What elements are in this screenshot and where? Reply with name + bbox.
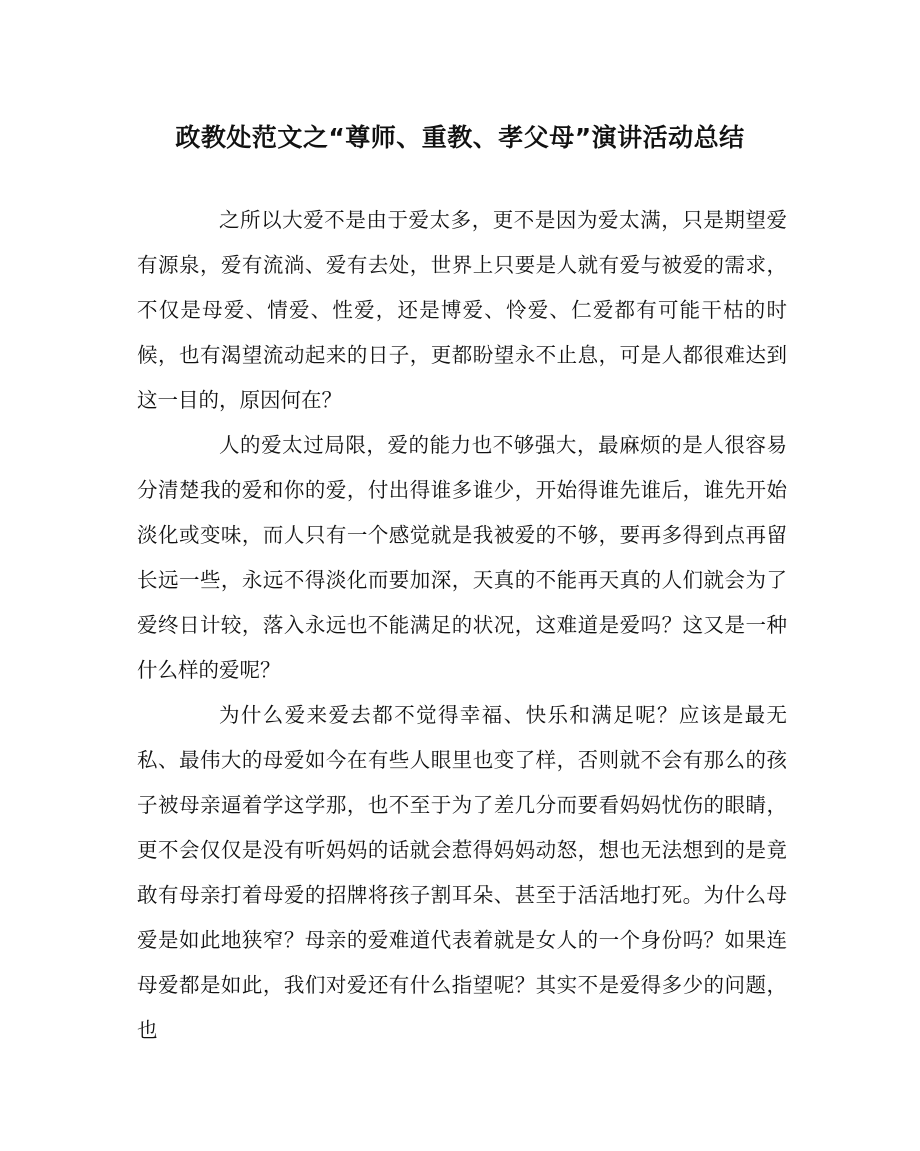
document-title: 政教处范文之“尊师、重教、孝父母”演讲活动总结: [175, 123, 745, 152]
paragraph-1: 之所以大爱不是由于爱太多，更不是因为爱太满，只是期望爱有源泉，爱有流淌、爱有去处，世界上只要是人就有爱与被爱的需求，不仅是母爱、情爱、性爱，还是博爱、怜爱、仁爱都有可能干枯的时候，也有渴望流动起来的日子，更都盼望永不止息，可是人都很难达到这一目的，原因何在？: [137, 208, 787, 412]
paragraph-2: 人的爱太过局限，爱的能力也不够强大，最麻烦的是人很容易分清楚我的爱和你的爱，付出得谁多谁少，开始得谁先谁后，谁先开始淡化或变味，而人只有一个感觉就是我被爱的不够，要再多得到点再留长远一些，永远不得淡化而要加深，天真的不能再天真的人们就会为了爱终日计较，落入永远也不能满足的状况，这难道是爱吗？这又是一种什么样的爱呢？: [137, 433, 787, 682]
document-body: [137, 198, 787, 1053]
paragraph-3: 为什么爱来爱去都不觉得幸福、快乐和满足呢？应该是最无私、最伟大的母爱如今在有些人眼里也变了样，否则就不会有那么的孩子被母亲逼着学这学那，也不至于为了差几分而要看妈妈忧伤的眼睛，更不会仅仅是没有听妈妈的话就会惹得妈妈动怒，想也无法想到的是竟敢有母亲打着母爱的招牌将孩子割耳朵、甚至于活活地打死。为什么母爱是如此地狭窄？母亲的爱难道代表着就是女人的一个身份吗？如果连母爱都是如此，我们对爱还有什么指望呢？其实不是爱得多少的问题，也: [137, 703, 787, 1042]
